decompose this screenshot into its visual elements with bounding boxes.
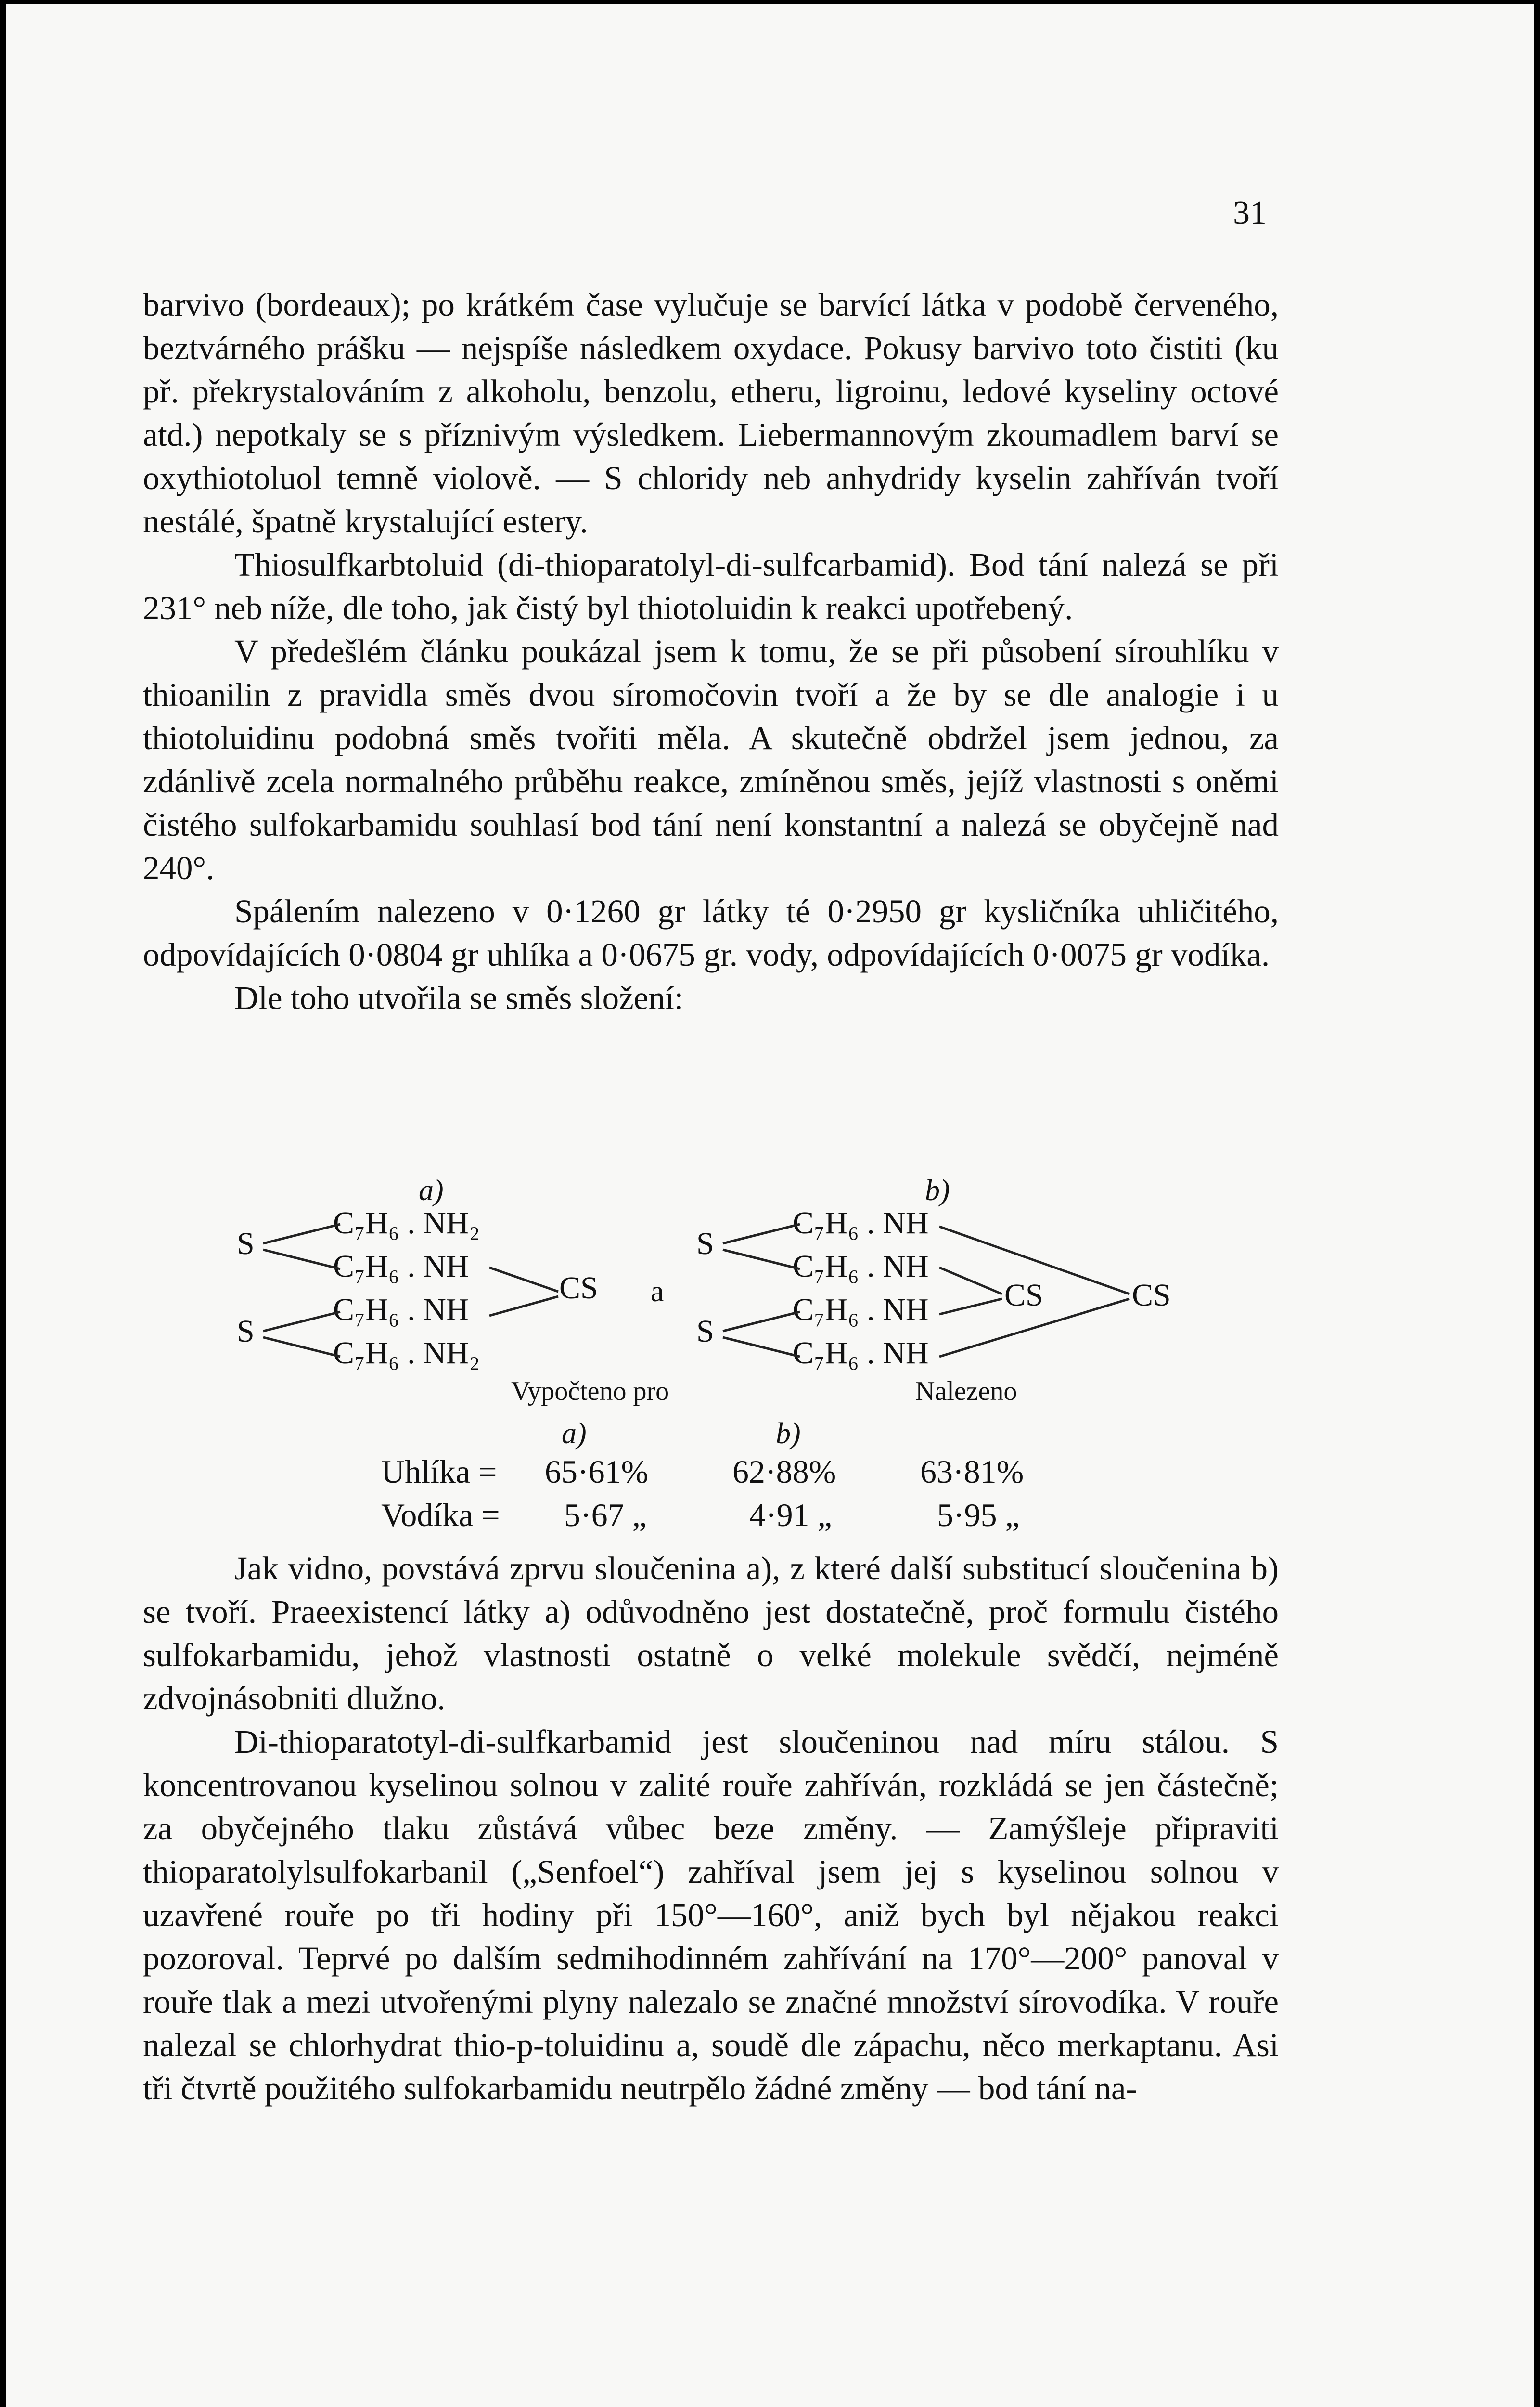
connector-word: a: [651, 1275, 664, 1308]
formula-bond-lines: [6, 4, 1534, 1448]
carbon-disulfide-group: CS: [559, 1270, 598, 1306]
carbon-calc-a: 65·61%: [545, 1453, 649, 1490]
carbon-calc-b: 62·88%: [732, 1453, 836, 1490]
col-label-a: a): [562, 1417, 587, 1450]
carbon-disulfide-group-outer: CS: [1132, 1278, 1171, 1313]
paragraph: barvivo (bordeaux); po krátkém čase vylučuje se barvící látka v podobě červeného, beztvárného prášku — nejspíše následkem oxydace. Pokusy barvivo toto čistiti (ku př. překrystalováním z alkoholu, benzolu, etheru, ligroinu, ledové kyseliny octové atd.) nepotkaly se s příznivým výsledkem. Liebermannovým zkoumadlem barví se oxythiotoluol temně violově. — S chloridy neb anhydridy kyselin zahříván tvoří nestálé, špatně krystalující estery.: [143, 286, 1279, 540]
carbon-label: Uhlíka =: [381, 1453, 497, 1490]
formula-label-b: b): [925, 1174, 950, 1207]
text-block-bottom: [143, 1547, 1279, 2110]
formula-a-row: C₇H₆ . NH: [333, 1249, 469, 1284]
hydrogen-calc-b: 4·91 „: [749, 1497, 832, 1533]
hydrogen-calc-a: 5·67 „: [564, 1497, 647, 1533]
carbon-disulfide-group-inner: CS: [1004, 1278, 1043, 1313]
calculated-header: Vypočteno pro: [511, 1376, 669, 1406]
paragraph: Thiosulfkarbtoluid (di-thioparatolyl-di-sulfcarbamid). Bod tání nalezá se při 231° neb níže, dle toho, jak čistý byl thiotoluidin k reakci upotřebený.: [143, 546, 1279, 626]
found-header: Nalezeno: [915, 1376, 1017, 1406]
paragraph: V předešlém článku poukázal jsem k tomu, že se při působení sírouhlíku v thioanilin z pravidla směs dvou síromočovin tvoří a že by se dle analogie i u thiotoluidinu podobná směs tvořiti měla. A skutečně obdržel jsem jednou, za zdánlivě zcela normalného průběhu reakce, zmíněnou směs, jejíž vlastnosti s oněmi čistého sulfokarbamidu souhlasí bod tání není konstantní a nalezá se obyčejně nad 240°.: [143, 633, 1279, 886]
sulfur-atom: S: [237, 1314, 255, 1349]
sulfur-atom: S: [237, 1226, 255, 1261]
sulfur-atom: S: [696, 1314, 714, 1349]
formula-a-row: C₇H₆ . NH₂: [333, 1335, 480, 1371]
formula-b-row: C₇H₆ . NH: [793, 1335, 929, 1371]
hydrogen-found: 5·95 „: [937, 1497, 1020, 1533]
sulfur-atom: S: [696, 1226, 714, 1261]
paragraph: Di-thioparatotyl-di-sulfkarbamid jest sloučeninou nad míru stálou. S koncentrovanou kyselinou solnou v zalité rouře zahříván, rozkládá se jen částečně; za obyčejného tlaku zůstává vůbec beze změny. — Zamýšleje připraviti thioparatolylsulfokarbanil („Senfoel“) zahříval jsem jej s kyselinou solnou v uzavřené rouře po tři hodiny při 150°—160°, aniž bych byl nějakou reakci pozoroval. Teprvé po dalším sedmihodinném zahřívání na 170°—200° panoval v rouře tlak a mezi utvořenými plyny nalezalo se značné množství sírovodíka. V rouře nalezal se chlorhydrat thio-p-toluidinu a, soudě dle zápachu, něco merkaptanu. Asi tři čtvrtě použitého sulfokarbamidu neutrpělo žádné změny — bod tání na-: [143, 1723, 1279, 2107]
formula-a-row: C₇H₆ . NH₂: [333, 1205, 480, 1241]
formula-b-row: C₇H₆ . NH: [793, 1292, 929, 1327]
hydrogen-label: Vodíka =: [381, 1497, 500, 1533]
paragraph: Spálením nalezeno v 0·1260 gr látky té 0·2950 gr kysličníka uhličitého, odpovídajících 0·0804 gr uhlíka a 0·0675 gr. vody, odpovídajících 0·0075 gr vodíka.: [143, 893, 1279, 973]
paragraph: Dle toho utvořila se směs složení:: [234, 980, 684, 1016]
carbon-found: 63·81%: [920, 1453, 1024, 1490]
page-number: 31: [1233, 194, 1267, 232]
formula-a-row: C₇H₆ . NH: [333, 1292, 469, 1327]
col-label-b: b): [776, 1417, 801, 1450]
formula-label-a: a): [419, 1174, 444, 1207]
book-page: [6, 4, 1534, 2407]
formula-b-row: C₇H₆ . NH: [793, 1249, 929, 1284]
formula-b-row: C₇H₆ . NH: [793, 1205, 929, 1241]
paragraph: Jak vidno, povstává zprvu sloučenina a), z které další substitucí sloučenina b) se tvoří. Praeexistencí látky a) odůvodněno jest dostatečně, proč formulu čistého sulfokarbamidu, jehož vlastnosti ostatně o velké molekule svědčí, nejméně zdvojnásobniti dlužno.: [143, 1550, 1279, 1717]
